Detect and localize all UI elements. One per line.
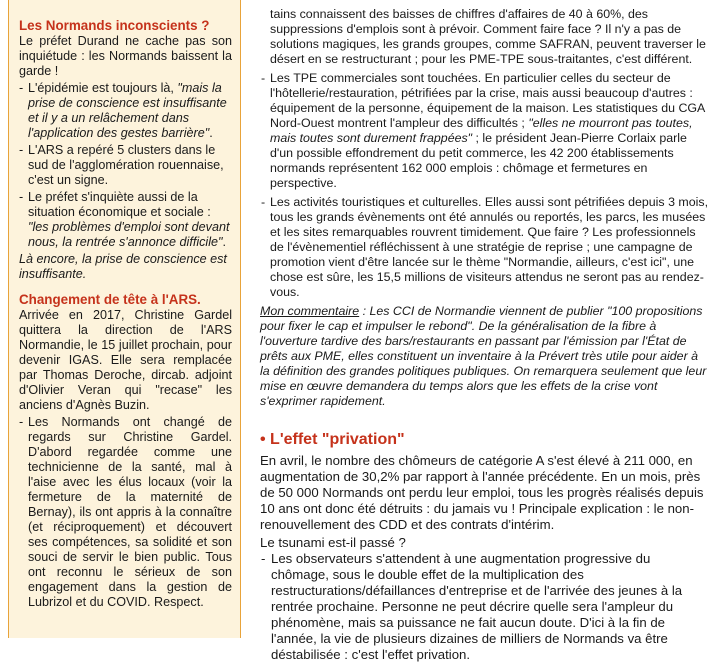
- sidebar-title-2: Changement de tête à l'ARS.: [19, 292, 201, 307]
- section-paragraph: En avril, le nombre des chômeurs de catégorie A s'est élevé à 211 000, en augmentation de 30,2% par rapport à l'année précédente. En un mois, près de 50 000 Normands ont perdu leur emploi, tous les progrès réalisés depuis 10 ans ont donc été détruits : du jamais vu ! Principale explication : le non-renouvellement des CDD et des contrats d'intérim.: [260, 453, 704, 532]
- comment-paragraph: Mon commentaire : Les CCI de Normandie viennent de publier "100 propositions pour fixer le cap et impulser le rebond". De la généralisation de la fibre à l'ouverture tardive des bars/restaurants en passant par l'émission par l'État de prêts aux PME, elles constituent un inventaire à la Prévert très utile pour aider à la définition des grandes politiques publiques. On remarquera seulement que leur mise en œuvre demandera du temps alors que les effets de la crise vont s'exprimer rapidement.: [260, 304, 707, 408]
- sidebar-conclusion-1: Là encore, la prise de conscience est insuffisante.: [19, 252, 227, 281]
- sidebar-intro-2: Arrivée en 2017, Christine Gardel quittera la direction de l'ARS Normandie, le 15 juillet prochain, pour devenir IGAS. Elle sera remplacée par Thomas Deroche, dircab. adjoint d'Olivier Veran qui "recase" les anciens d'Agnès Buzin.: [19, 308, 232, 412]
- list-item: - L'épidémie est toujours là, "mais la prise de conscience est insuffisante et il y a un relâchement dans l'application des gestes barrière".: [19, 81, 232, 141]
- section-list: [260, 551, 710, 663]
- section-question: Le tsunami est-il passé ?: [260, 535, 406, 550]
- list-item: - Les TPE commerciales sont touchées. En particulier celles du secteur de l'hôtellerie/restauration, pétrifiées par la crise, mais aussi beaucoup d'autres : équipement de la personne, équipement de la maison. Les statistiques du CGA Nord-Ouest montrent l'ampleur des difficultés ; "elles ne mourront pas toutes, mais toutes sont durement frappées" ; le président Jean-Pierre Corlaix parle d'un possible effondrement du petit commerce, les 42 200 établissements normands représentent 162 000 emplois : chômage et fermetures en perspective.: [260, 71, 710, 191]
- sidebar-title-1: Les Normands inconscients ?: [19, 18, 210, 33]
- main-list-top: [260, 7, 710, 300]
- main-column: [260, 0, 710, 662]
- list-item: - L'ARS a repéré 5 clusters dans le sud de l'agglomération rouennaise, c'est un signe.: [19, 143, 232, 188]
- list-item: - Le préfet s'inquiète aussi de la situation économique et sociale : "les problèmes d'emploi sont devant nous, la rentrée s'annonce difficile".: [19, 190, 232, 250]
- list-item-continued: tains connaissent des baisses de chiffres d'affaires de 40 à 60%, des suppressions d'emplois sont à prévoir. Comment faire face ? Il n'y a pas de solutions magiques, les grands groupes, comme SAFRAN, peuvent traverser le désert en se restructurant ; pour les PME-TPE sous-traitantes, c'est différent.: [270, 7, 706, 66]
- list-item: - Les activités touristiques et culturelles. Elles aussi sont pétrifiées depuis 3 mois, tous les grands évènements ont été annulés ou reportés, les parcs, les musées et les sites remarquables rouvrent timidement. Que faire ? Les professionnels de l'évènementiel réfléchissent à une stratégie de reprise ; une campagne de promotion vient d'être lancée sur le thème "Normandie, ailleurs, c'est ici", une chose est sûre, les 15,5 millions de visiteurs attendus ne seront pas au rendez-vous.: [260, 195, 710, 300]
- sidebar-list-2: [19, 415, 232, 610]
- sidebar-list-1: [19, 81, 232, 250]
- sidebar-box: [8, 0, 241, 638]
- list-item: - Les observateurs s'attendent à une augmentation progressive du chômage, sous le double effet de la multiplication des restructurations/défaillances d'entreprise et de l'arrivée des jeunes à la rentrée prochaine. Personne ne peut décrire quelle sera l'ampleur du phénomène, mais sa puissance ne fait aucun doute. D'ici à la fin de l'année, la vie de plusieurs dizaines de milliers de Normands va être déstabilisée : c'est l'effet privation.: [260, 551, 710, 663]
- list-item: - Les Normands ont changé de regards sur Christine Gardel. D'abord regardée comme une technicienne de la santé, mal à l'aise avec les élus locaux (voir la fermeture de la maternité de Bernay), ils ont appris à la connaître (et réciproquement) et découvert ses compétences, sa solidité et son souci de servir le bien public. Tous ont reconnu le sérieux de son engagement dans la gestion de Lubrizol et du COVID. Respect.: [19, 415, 232, 610]
- section-title: • L'effet "privation": [260, 431, 405, 448]
- sidebar-intro-1: Le préfet Durand ne cache pas son inquiétude : les Normands baissent la garde !: [19, 34, 232, 78]
